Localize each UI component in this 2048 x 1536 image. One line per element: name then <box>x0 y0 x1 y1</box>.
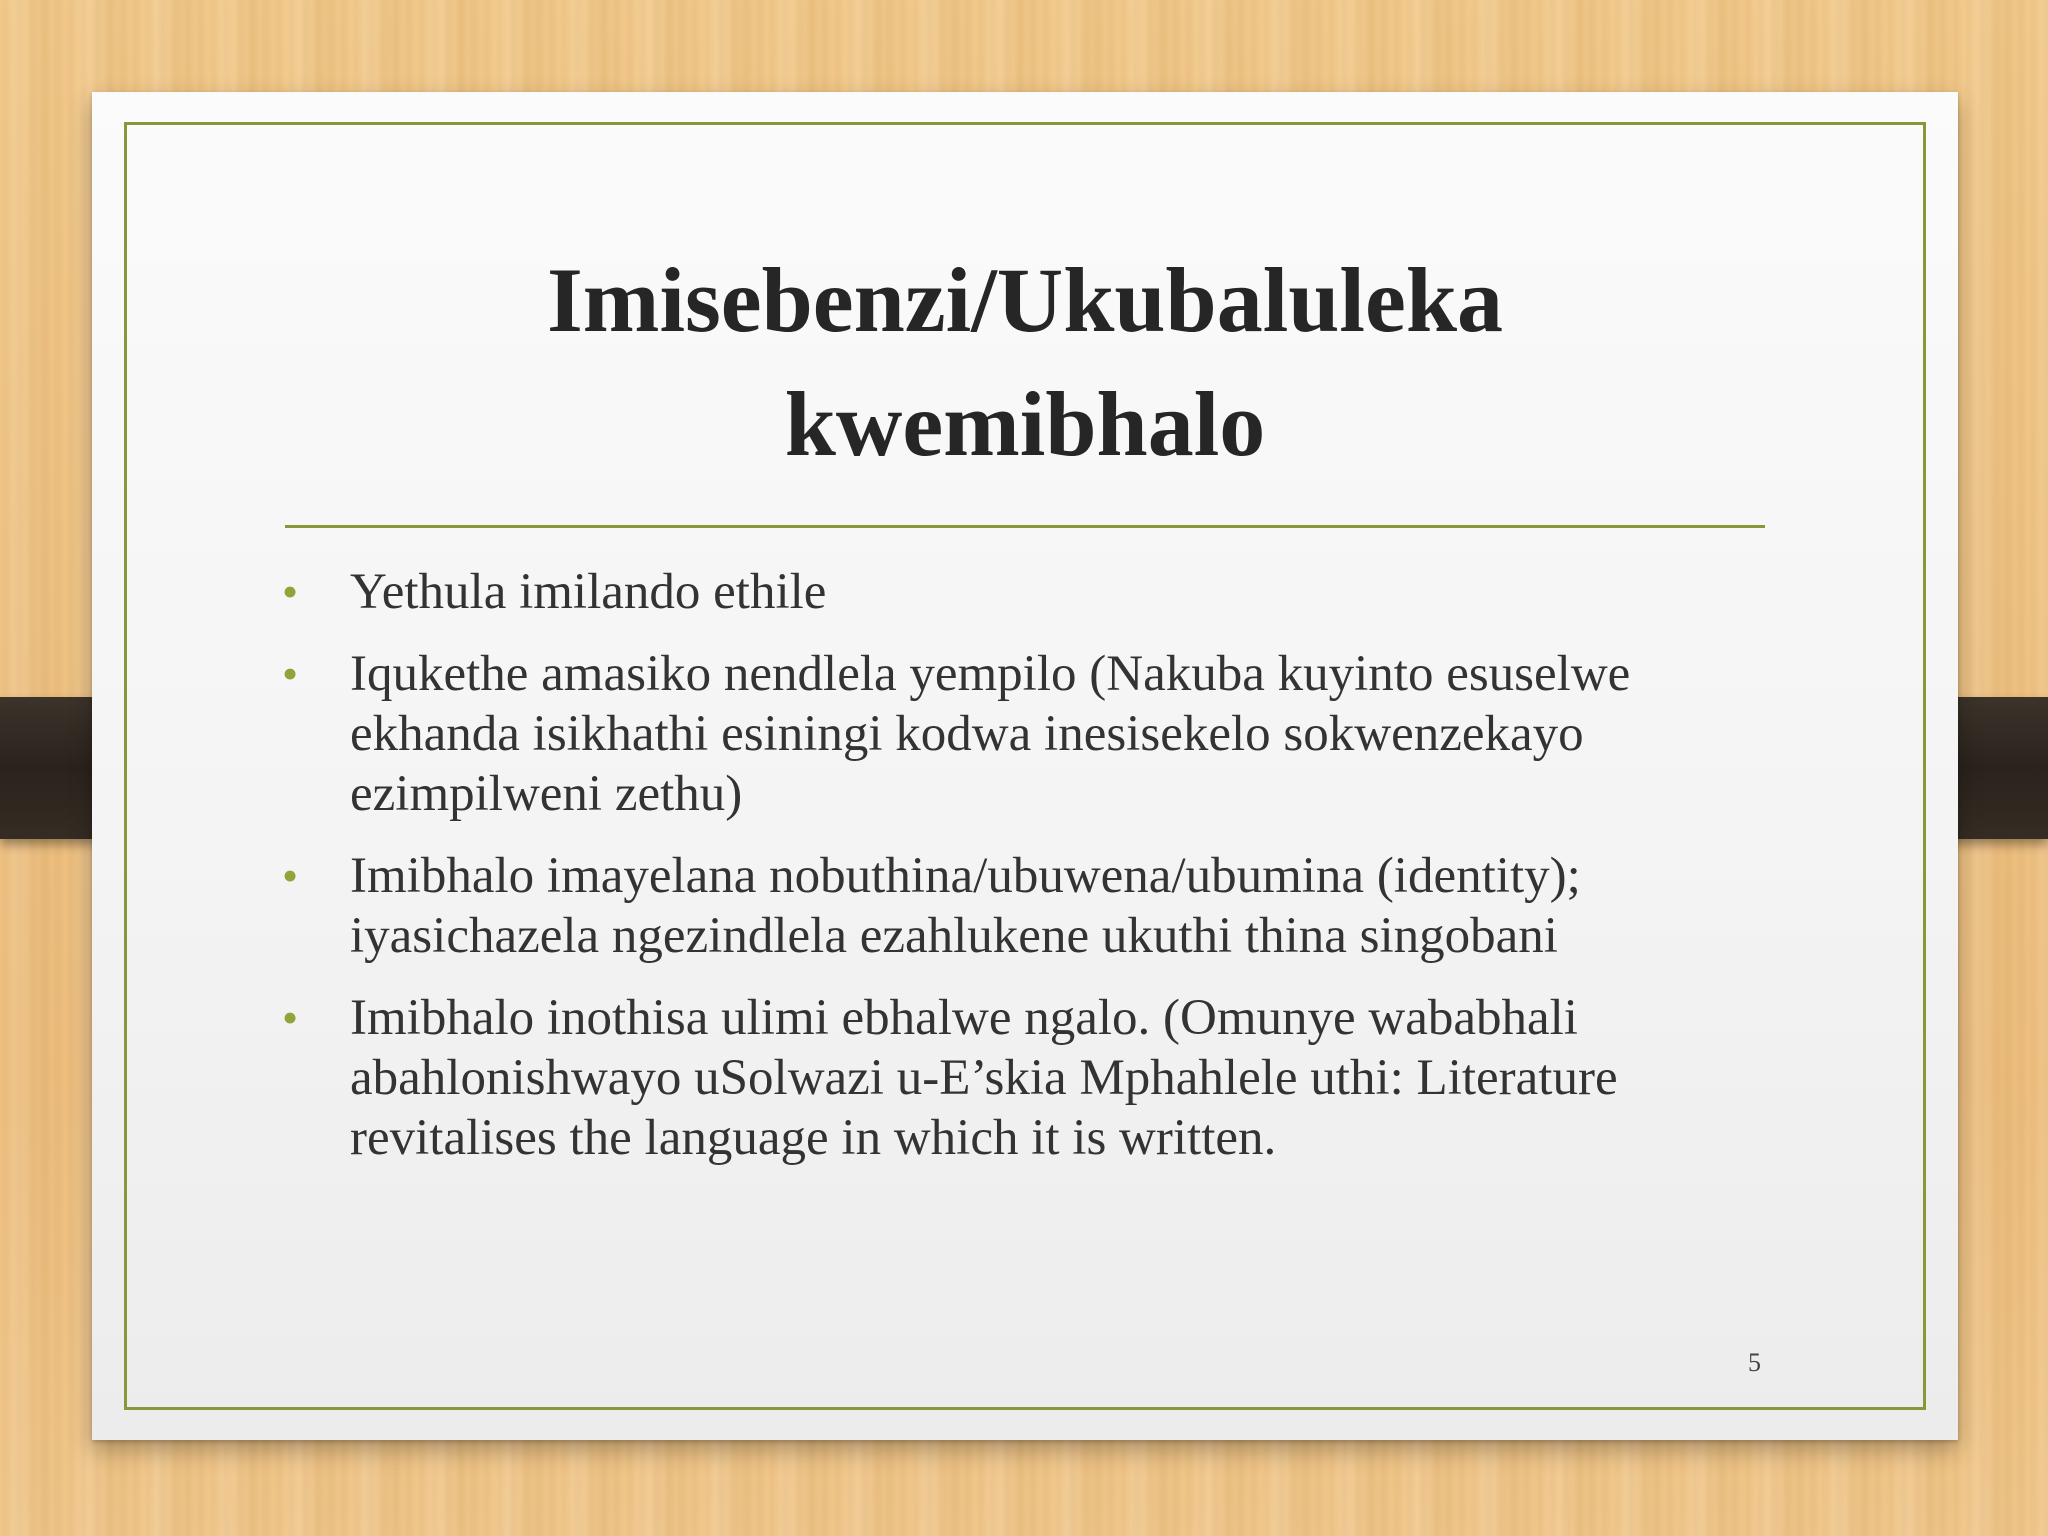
bullet-item <box>282 988 1812 1168</box>
bullet-dot-icon: • <box>282 850 299 901</box>
page-number: 5 <box>1748 1348 1761 1377</box>
bullet-item <box>282 644 1812 824</box>
bullet-list <box>282 562 1812 1190</box>
bullet-text: Iqukethe amasiko nendlela yempilo (Nakuba kuyinto esuselwe ekhanda isikhathi esiningi kodwa inesisekelo sokwenzekayo ezimpilweni zethu) <box>350 646 1631 822</box>
title-divider <box>285 525 1765 528</box>
slide-sheet <box>92 92 1958 1440</box>
bullet-text: Imibhalo imayelana nobuthina/ubuwena/ubumina (identity); iyasichazela ngezindlela ezahlukene ukuthi thina singobani <box>350 848 1581 964</box>
bullet-item <box>282 846 1812 966</box>
bullet-dot-icon: • <box>282 566 299 617</box>
bullet-item <box>282 562 1812 622</box>
bullet-dot-icon: • <box>282 648 299 699</box>
slide-title <box>92 238 1958 486</box>
slide-title-line-2: kwemibhalo <box>784 373 1266 475</box>
slide-title-line-1: Imisebenzi/Ukubaluleka <box>547 249 1503 351</box>
bullet-dot-icon: • <box>282 992 299 1043</box>
bullet-text: Imibhalo inothisa ulimi ebhalwe ngalo. (Omunye wababhali abahlonishwayo uSolwazi u-E’skia Mphahlele uthi: Literature revitalises the language in which it is written. <box>350 990 1618 1166</box>
bullet-text: Yethula imilando ethile <box>350 564 827 620</box>
